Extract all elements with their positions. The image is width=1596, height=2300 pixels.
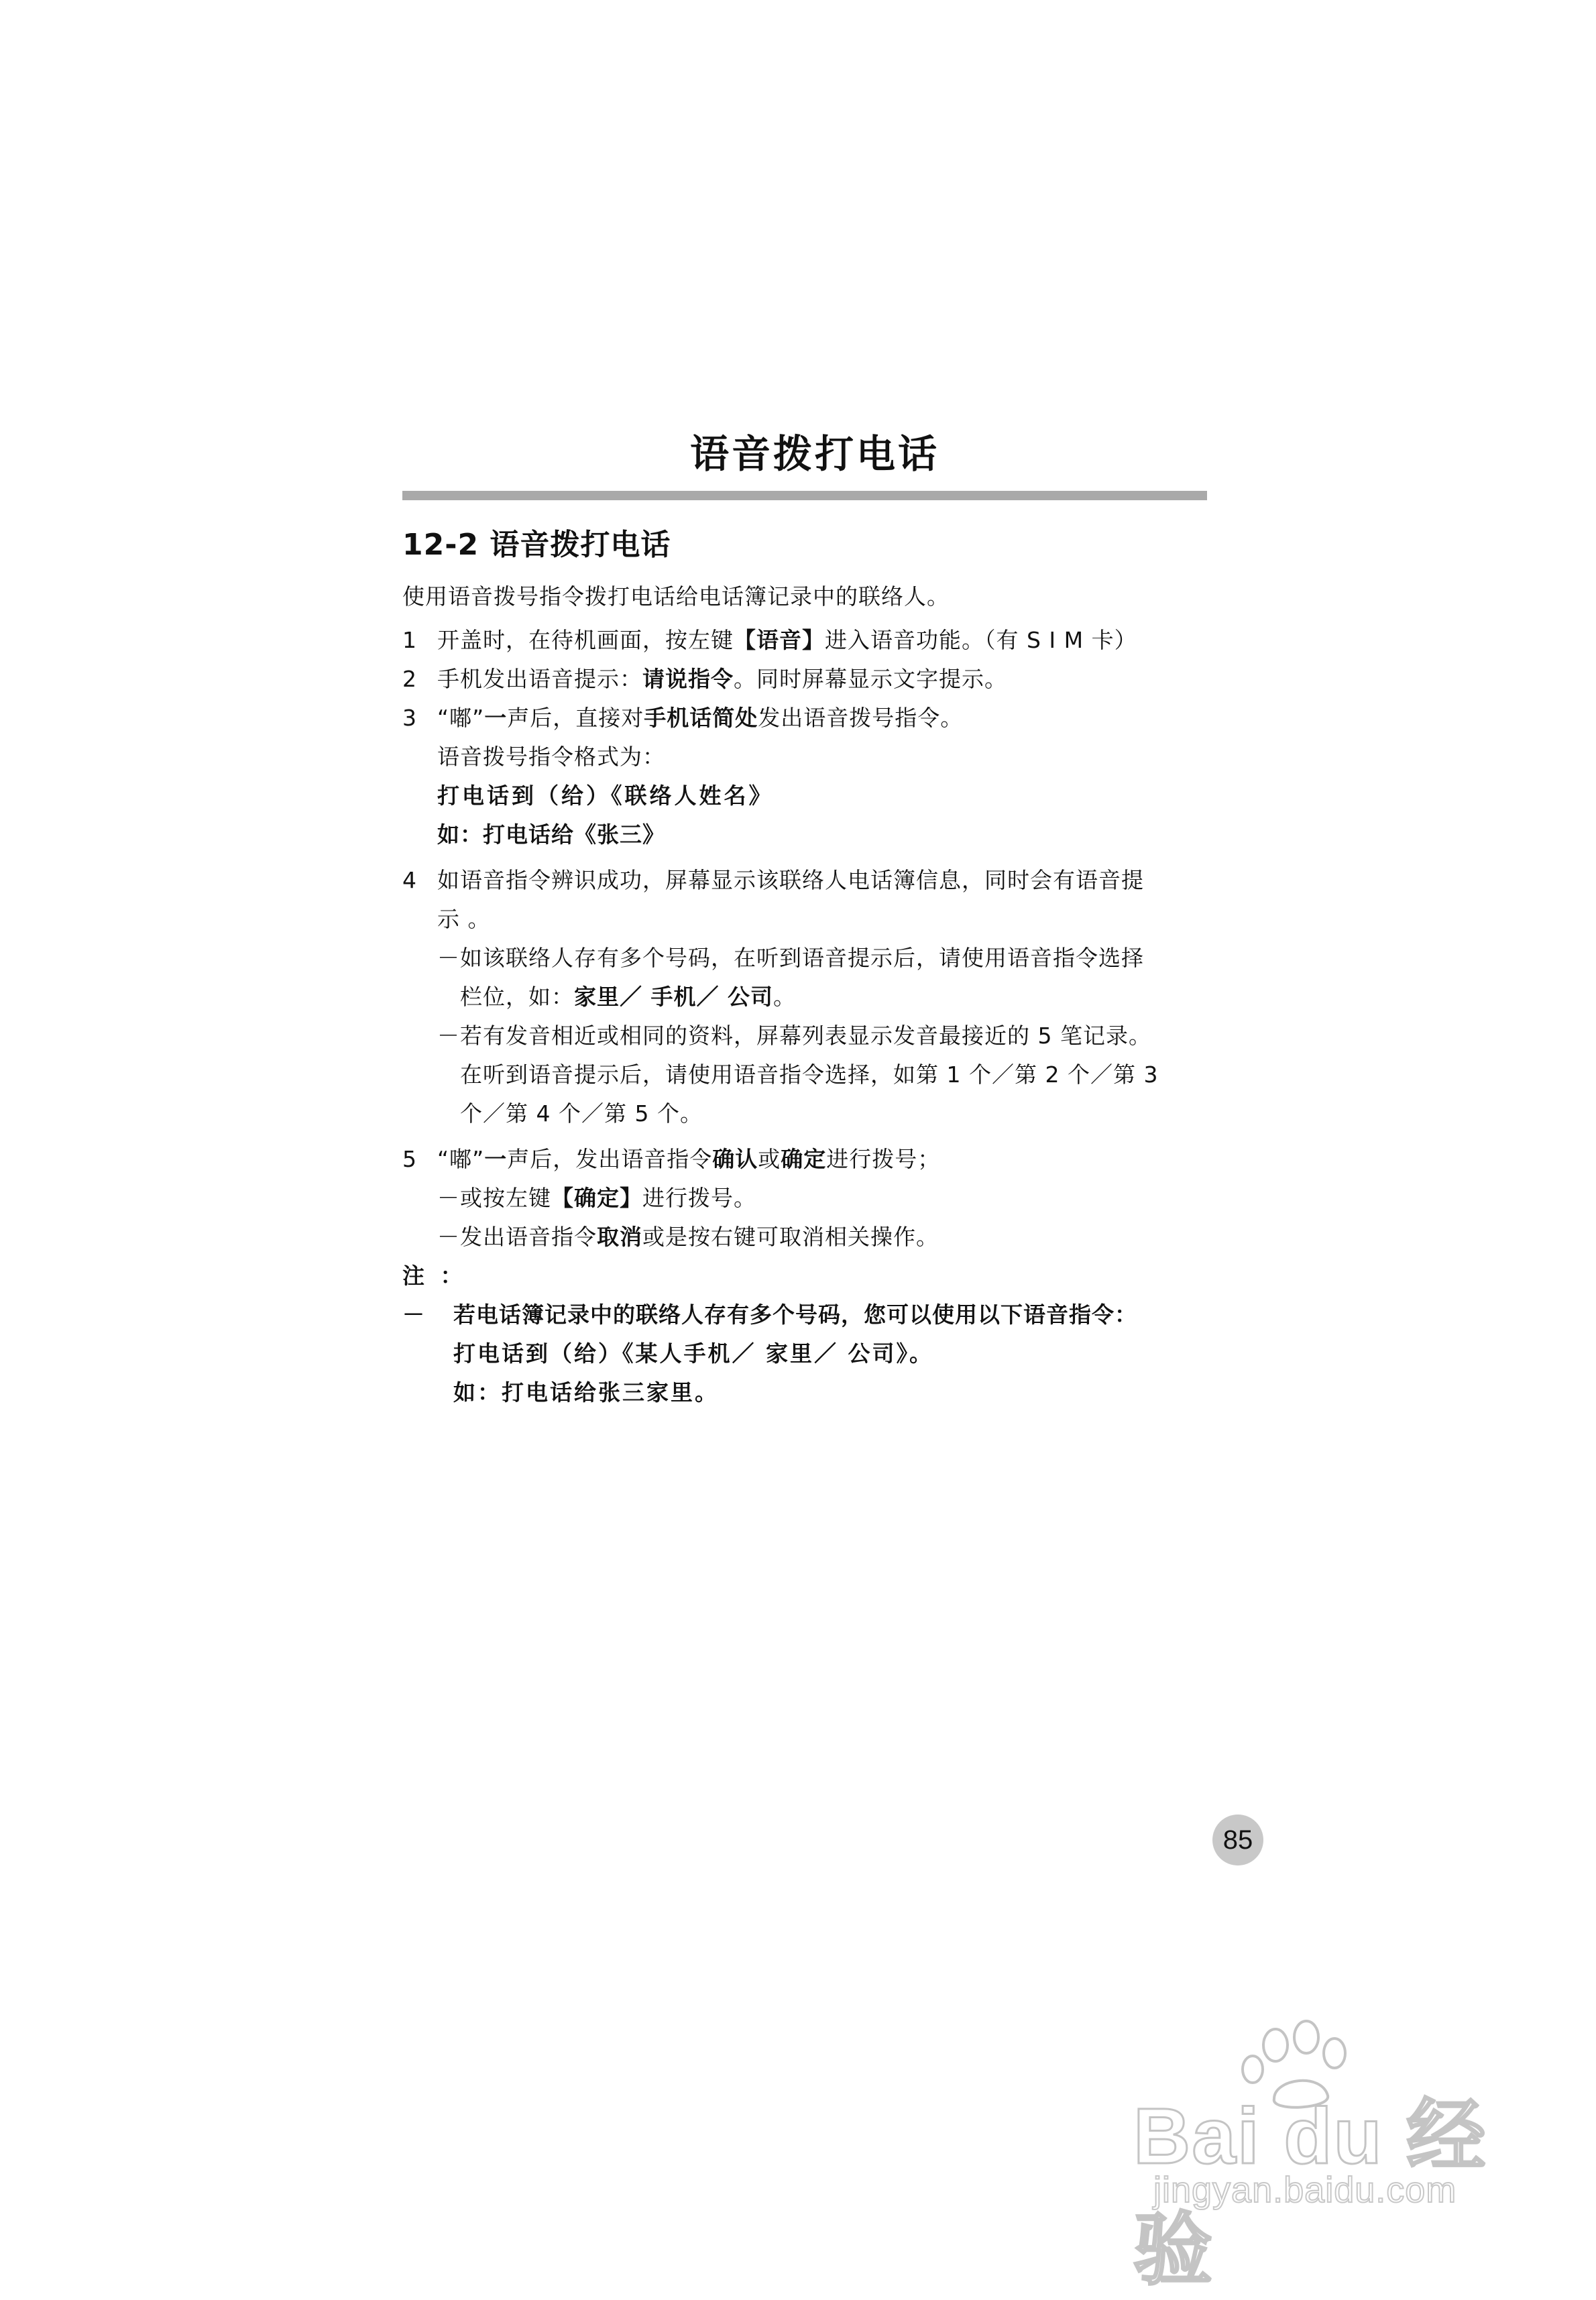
note-line-3: 如：打电话给张三家里。 (453, 1379, 719, 1405)
step-number: 1 (402, 627, 417, 653)
step-number: 4 (402, 867, 417, 893)
format-label: 语音拨号指令格式为： (437, 744, 665, 770)
step-body: 如语音指令辨识成功，屏幕显示该联络人电话簿信息，同时会有语音提 示 。 (437, 867, 1144, 932)
step-1 (402, 621, 1207, 660)
header-rule (402, 491, 1207, 500)
format-template: 打电话到（给）《联络人姓名》 (437, 783, 774, 809)
step-5 (402, 1140, 1207, 1179)
note-line-2: 打电话到（给）《某人手机／ 家里／ 公司》。 (453, 1340, 933, 1367)
baidu-watermark (1133, 2018, 1509, 2295)
ok-command: 确定 (781, 1146, 827, 1172)
section-title: 12-2 语音拨打电话 (402, 528, 671, 562)
step-number: 3 (402, 705, 417, 731)
step-body: “嘟”一声后，直接对手机话简处发出语音拨号指令。 (437, 705, 964, 731)
cancel-command: 取消 (597, 1224, 642, 1250)
key-label: 【确定】 (551, 1185, 642, 1211)
note-label: 注 ： (402, 1263, 467, 1289)
page-title: 语音拨打电话 (689, 431, 939, 477)
step-number: 2 (402, 666, 417, 692)
step-4 (402, 861, 1207, 939)
step-body: “嘟”一声后，发出语音指令确认或确定进行拨号； (437, 1146, 941, 1172)
step-3 (402, 699, 1207, 738)
watermark-brand: Bai du 经验 (1133, 2092, 1487, 2295)
step-4-bullet-1: － 如该联络人存有多个号码，在听到语音提示后，请使用语音指令选择 栏位，如：家里／ 手机／ 公司。 (437, 945, 1144, 1010)
field-options: 家里／ 手机／ 公司 (574, 984, 773, 1010)
note-row: － 若电话簿记录中的联络人存有多个号码，您可以使用以下语音指令： 打电话到（给）《某人手机／ 家里／ 公司》。 如：打电话给张三家里。 (402, 1296, 1207, 1412)
confirm-command: 确认 (712, 1146, 758, 1172)
mic-location: 手机话简处 (644, 705, 758, 731)
page-number-badge: 85 (1212, 1815, 1263, 1865)
step-5-sub-2: － 发出语音指令取消或是按右键可取消相关操作。 (437, 1224, 939, 1250)
voice-prompt: 请说指令 (642, 666, 734, 692)
step-4-bullet-2: － 若有发音相近或相同的资料，屏幕列表显示发音最接近的 5 笔记录。 在听到语音提示后，请使用语音指令选择，如第 1 个／第 2 个／第 3 个／第 4 个／第 5 个。 (437, 1023, 1159, 1127)
step-body: 开盖时，在待机画面，按左键【语音】进入语音功能。（有 S I M 卡） (437, 627, 1137, 653)
format-example: 如：打电话给《张三》 (437, 821, 665, 848)
watermark-url: jingyan.baidu.com (1153, 2170, 1457, 2210)
step-2 (402, 660, 1207, 699)
note-line-1: 若电话簿记录中的联络人存有多个号码，您可以使用以下语音指令： (453, 1302, 1137, 1328)
page-content (402, 422, 1207, 1412)
step-body: 手机发出语音提示：请说指令。同时屏幕显示文字提示。 (437, 666, 1007, 692)
step-5-sub-1: － 或按左键【确定】进行拨号。 (437, 1185, 756, 1211)
key-label: 【语音】 (734, 627, 825, 653)
step-number: 5 (402, 1146, 417, 1172)
intro-text: 使用语音拨号指令拨打电话给电话簿记录中的联络人。 (402, 583, 950, 610)
